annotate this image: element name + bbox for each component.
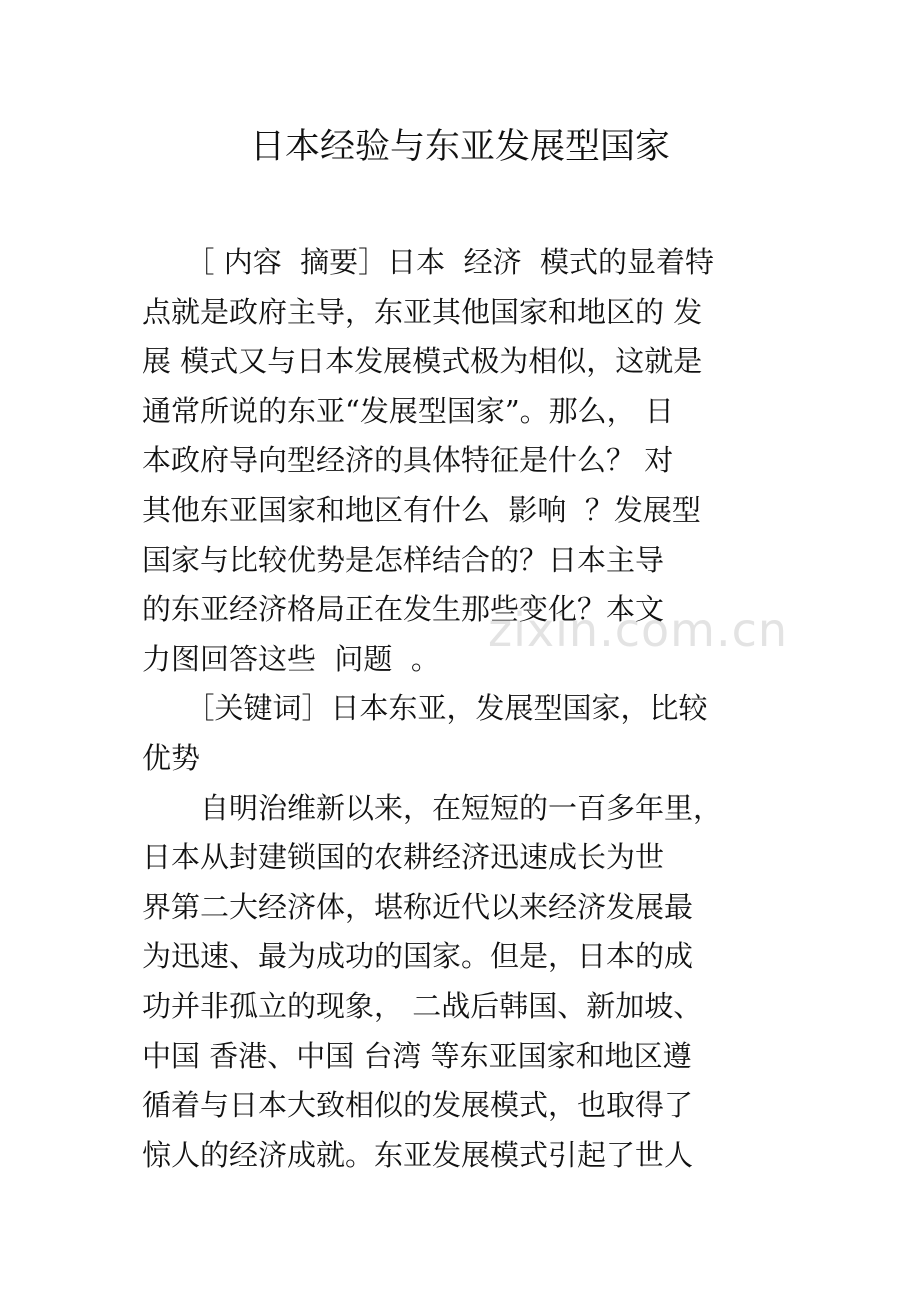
text-line: 通常所说的东亚“发展型国家”。那么， 日	[142, 393, 674, 428]
text-line: 为迅速、最为成功的国家。但是，日本的成	[142, 939, 694, 974]
text-line: 的东亚经济格局正在发生那些变化？本文	[142, 592, 665, 627]
text-line: 点就是政府主导，东亚其他国家和地区的 发	[142, 294, 703, 329]
text-line: 本政府导向型经济的具体特征是什么？ 对	[142, 443, 674, 478]
text-line: 国家与比较优势是怎样结合的？日本主导	[142, 542, 665, 577]
text-line: ［ 内容 摘要］日本 经济 模式的显着特	[142, 245, 715, 279]
text-line: ［关键词］日本东亚，发展型国家，比较	[142, 691, 708, 726]
page-title: 日本经验与东亚发展型国家	[249, 127, 670, 167]
document-body	[142, 238, 792, 1180]
text-line: 功并非孤立的现象， 二战后韩国、新加坡、	[142, 988, 703, 1023]
text-line: 循着与日本大致相似的发展模式，也取得了	[142, 1088, 694, 1123]
text-line: 力图回答这些 问题 。	[142, 641, 440, 676]
text-line: 惊人的经济成就。东亚发展模式引起了世人	[142, 1137, 694, 1172]
text-line: 中国 香港、中国 台湾 等东亚国家和地区遵	[142, 1038, 692, 1073]
text-line: 其他东亚国家和地区有什么 影响 ？发展型	[142, 492, 701, 527]
text-line: 自明治维新以来，在短短的一百多年里，	[142, 790, 723, 825]
watermark: zixin.com.cn	[488, 603, 789, 657]
text-line: 展 模式又与日本发展模式极为相似，这就是	[142, 344, 703, 379]
text-line: 优势	[142, 740, 201, 775]
text-line: 界第二大经济体，堪称近代以来经济发展最	[142, 889, 694, 924]
text-line: 日本从封建锁国的农耕经济迅速成长为世	[142, 840, 665, 875]
